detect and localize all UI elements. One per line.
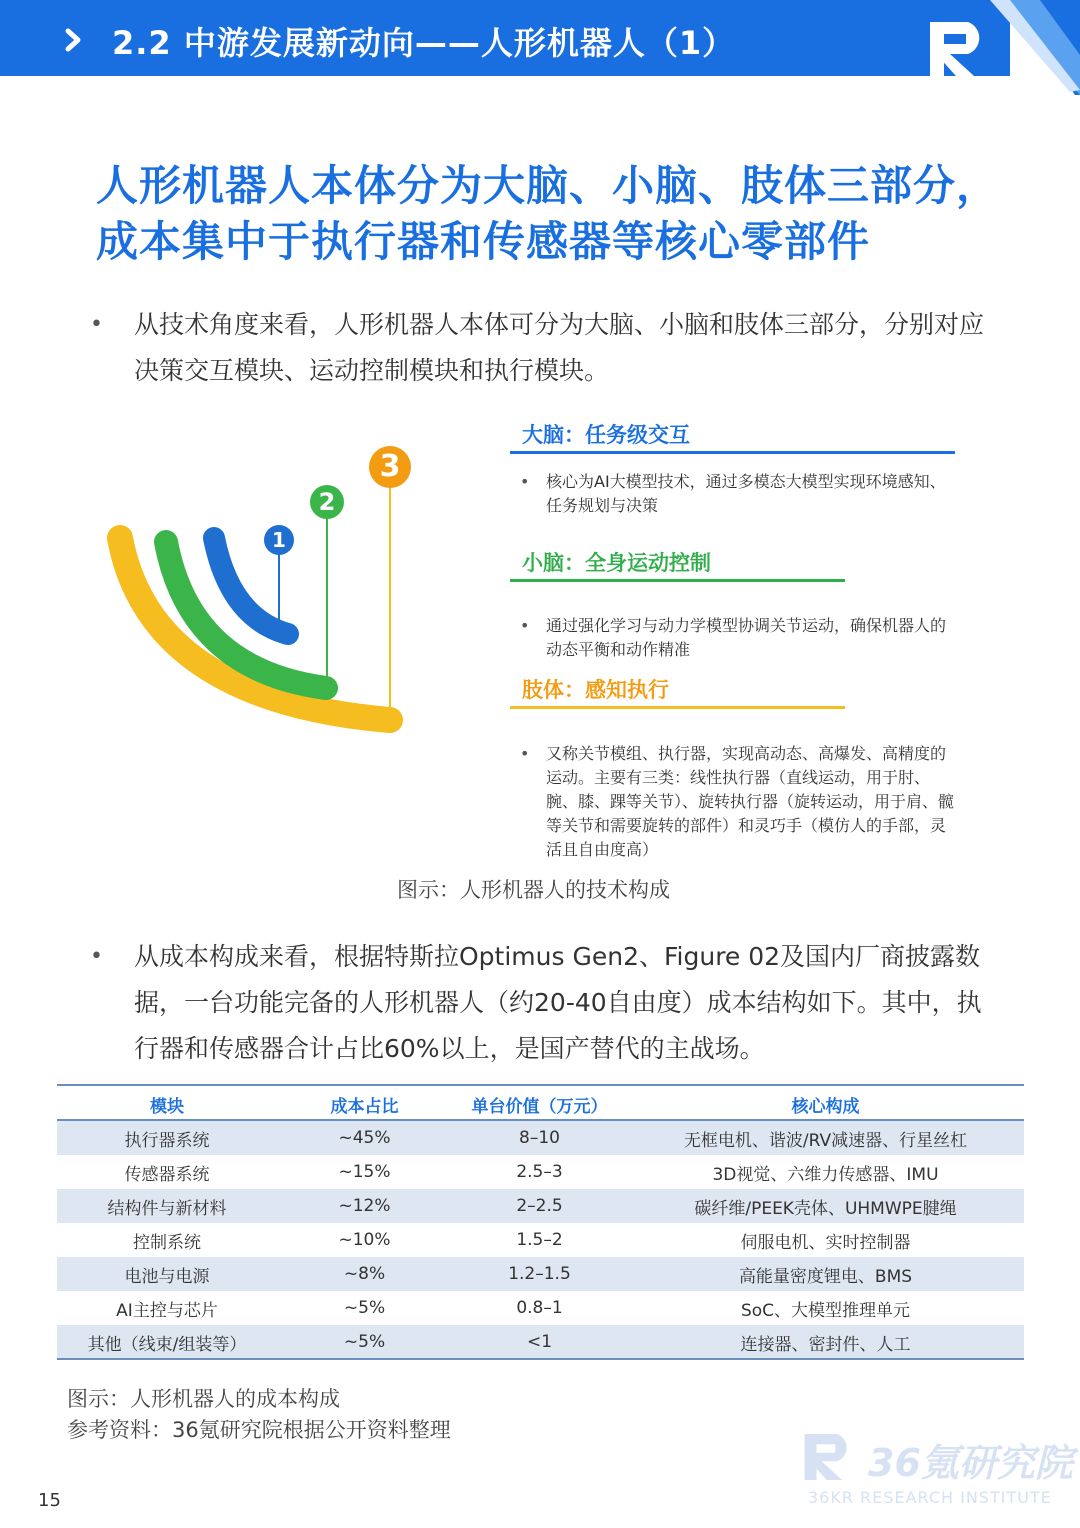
module-brain-text: 核心为AI大模型技术，通过多模态大模型实现环境感知、任务规划与决策 xyxy=(546,472,946,515)
r-logo-icon xyxy=(930,22,992,76)
figure-caption-cost: 图示：人形机器人的成本构成 xyxy=(67,1387,340,1411)
main-title xyxy=(96,158,1006,270)
table-row xyxy=(57,1121,1024,1155)
watermark-name: 36氪研究院 xyxy=(868,1441,1073,1485)
tech-structure-diagram xyxy=(90,430,510,750)
marker-1: 1 xyxy=(272,528,286,552)
table-cell: 2.5–3 xyxy=(516,1162,563,1182)
table-cell: 电池与电源 xyxy=(124,1266,210,1287)
table-header-cell: 单台价值（万元） xyxy=(471,1096,608,1117)
table-header-cell: 核心构成 xyxy=(791,1096,860,1117)
table-cell: <1 xyxy=(526,1332,553,1352)
table-cell: 8–10 xyxy=(519,1128,560,1148)
table-cell: ~5% xyxy=(343,1298,386,1318)
table-row xyxy=(57,1291,1024,1325)
table-row xyxy=(57,1155,1024,1189)
paragraph-tech xyxy=(90,302,1000,394)
table-cell: 结构件与新材料 xyxy=(107,1198,227,1219)
table-cell: AI主控与芯片 xyxy=(116,1300,218,1321)
module-cerebellum-text: 通过强化学习与动力学模型协调关节运动，确保机器人的动态平衡和动作精准 xyxy=(546,616,947,659)
main-title-line1: 人形机器人本体分为大脑、小脑、肢体三部分， xyxy=(96,161,1000,210)
table-cell: ~15% xyxy=(338,1162,391,1182)
module-limbs xyxy=(510,673,845,709)
main-title-line2: 成本集中于执行器和传感器等核心零部件 xyxy=(96,217,871,266)
module-brain-title: 大脑：任务级交互 xyxy=(510,418,955,454)
table-cell: 无框电机、谐波/RV减速器、行星丝杠 xyxy=(683,1130,968,1151)
paragraph-tech-text: 从技术角度来看，人形机器人本体可分为大脑、小脑和肢体三部分，分别对应决策交互模块、运动控制模块和执行模块。 xyxy=(134,310,985,385)
bullet-dot: • xyxy=(90,312,103,337)
table-cell: 控制系统 xyxy=(133,1232,201,1253)
table-header-row xyxy=(57,1087,1024,1121)
table-cell: 连接器、密封件、人工 xyxy=(740,1334,911,1355)
table-header-cell: 模块 xyxy=(150,1096,184,1117)
table-row xyxy=(57,1257,1024,1291)
bullet-dot: • xyxy=(520,744,530,763)
module-limbs-title: 肢体：感知执行 xyxy=(510,673,845,709)
table-header-cell: 成本占比 xyxy=(330,1096,399,1117)
bullet-dot: • xyxy=(520,616,530,635)
table-cell: ~12% xyxy=(338,1196,391,1216)
table-row xyxy=(57,1325,1024,1359)
page-header xyxy=(0,0,1080,78)
source-note: 参考资料：36氪研究院根据公开资料整理 xyxy=(67,1418,451,1442)
paragraph-cost-text: 从成本构成来看，根据特斯拉Optimus Gen2、Figure 02及国内厂商披露数据，一台功能完备的人形机器人（约20-40自由度）成本结构如下。其中，执行器和传感器合计占比60%以上，是国产替代的主战场。 xyxy=(134,942,982,1063)
module-cerebellum xyxy=(510,546,845,582)
marker-2: 2 xyxy=(318,488,336,516)
header-title: 2.2 中游发展新动向——人形机器人（1） xyxy=(112,24,736,62)
table-cell: 高能量密度锂电、BMS xyxy=(738,1266,913,1287)
table-cell: ~10% xyxy=(338,1230,391,1250)
r-logo-watermark-icon xyxy=(804,1434,858,1480)
table-cell: 0.8–1 xyxy=(516,1298,563,1318)
table-cell: 传感器系统 xyxy=(124,1164,210,1185)
table-cell: 2–2.5 xyxy=(516,1196,563,1216)
module-limbs-body xyxy=(510,742,960,862)
table-cell: ~8% xyxy=(343,1264,386,1284)
module-cerebellum-title: 小脑：全身运动控制 xyxy=(510,546,845,582)
table-cell: ~5% xyxy=(343,1332,386,1352)
figure-caption-tech: 图示：人形机器人的技术构成 xyxy=(397,878,670,902)
table-cell: ~45% xyxy=(338,1128,391,1148)
table-cell: 伺服电机、实时控制器 xyxy=(740,1232,911,1253)
bullet-dot: • xyxy=(520,472,530,491)
table-row xyxy=(57,1223,1024,1257)
watermark-subtitle: 36KR RESEARCH INSTITUTE xyxy=(808,1488,1052,1507)
table-row xyxy=(57,1189,1024,1223)
table-cell: 碳纤维/PEEK壳体、UHMWPE腱绳 xyxy=(694,1198,957,1219)
page-number: 15 xyxy=(38,1490,61,1511)
table-cell: 1.2–1.5 xyxy=(508,1264,571,1284)
module-limbs-text: 又称关节模组、执行器，实现高动态、高爆发、高精度的运动。主要有三类：线性执行器（直线运动，用于肘、腕、膝、踝等关节）、旋转执行器（旋转运动，用于肩、髋等关节和需要旋转的部件）和灵巧手（模仿人的手部，灵活且自由度高） xyxy=(546,744,955,859)
table-cell: 1.5–2 xyxy=(516,1230,563,1250)
table-cell: SoC、大模型推理单元 xyxy=(740,1300,911,1321)
module-brain-body xyxy=(510,470,955,518)
table-cell: 执行器系统 xyxy=(124,1130,210,1151)
module-cerebellum-body xyxy=(510,614,955,662)
table-cell: 其他（线束/组装等） xyxy=(87,1334,247,1355)
bullet-dot: • xyxy=(90,944,103,969)
table-cell: 3D视觉、六维力传感器、IMU xyxy=(712,1164,939,1185)
paragraph-cost xyxy=(90,934,1000,1072)
module-brain xyxy=(510,418,955,518)
marker-3: 3 xyxy=(379,449,401,484)
chevron-right-icon xyxy=(64,28,88,52)
